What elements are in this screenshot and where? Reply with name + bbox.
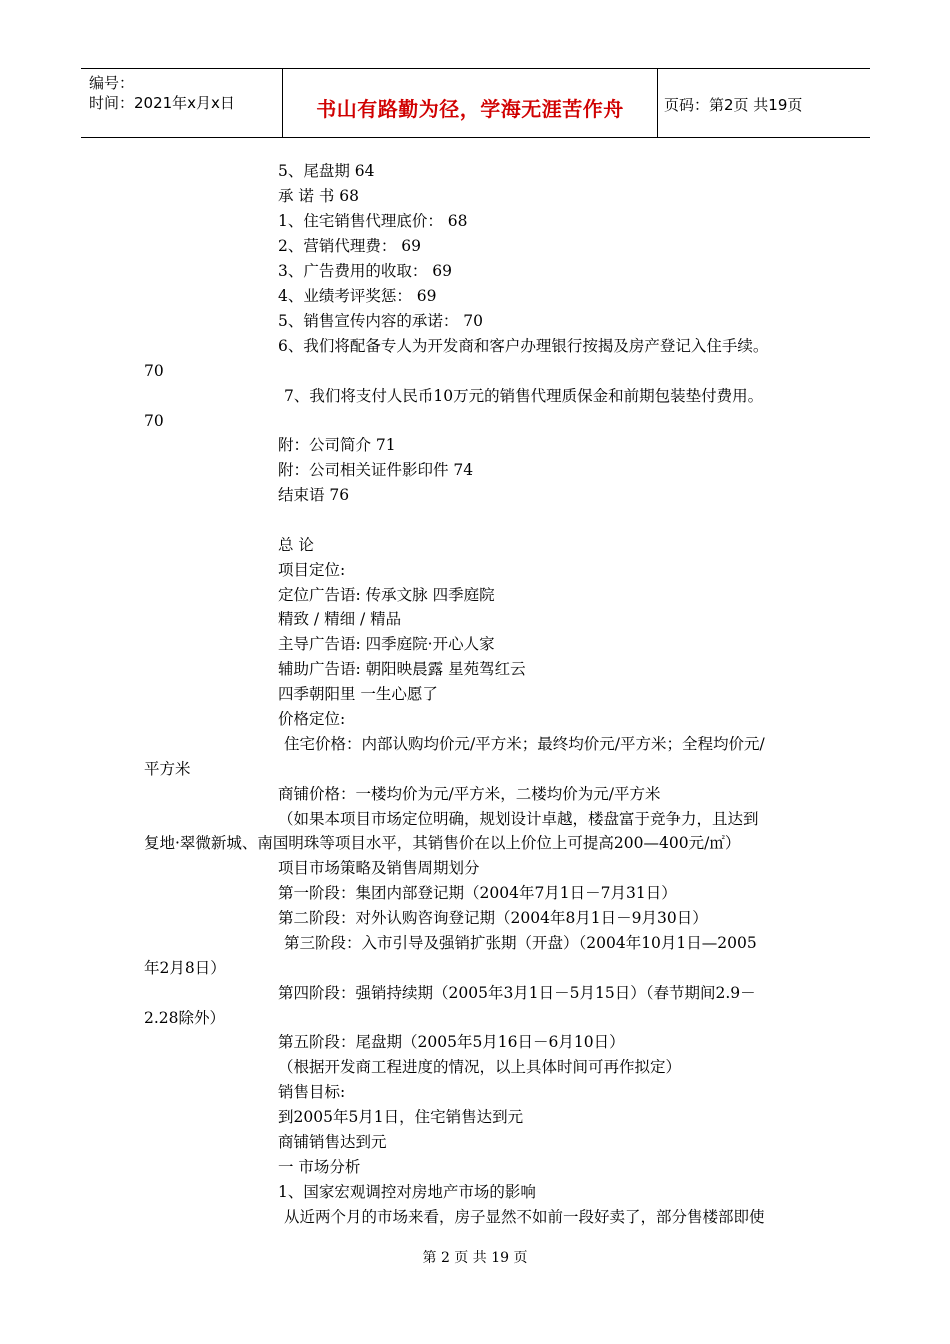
toc-line: 70 — [144, 362, 164, 380]
body-line: 商铺销售达到元 — [278, 1133, 387, 1151]
body-line: 1、国家宏观调控对房地产市场的影响 — [278, 1183, 536, 1201]
header-motto: 书山有路勤为径，学海无涯苦作舟 — [316, 97, 624, 121]
body-line: 平方米 — [144, 760, 191, 778]
toc-line: 4、业绩考评奖惩： 69 — [278, 287, 437, 305]
body-line: 四季朝阳里 一生心愿了 — [278, 685, 438, 703]
toc-line: 5、销售宣传内容的承诺： 70 — [278, 312, 484, 330]
body-line: 主导广告语: 四季庭院·开心人家 — [278, 635, 495, 653]
body-line: 年2月8日） — [144, 959, 226, 977]
toc-line: 承 诺 书 68 — [278, 187, 360, 205]
toc-line: 7、我们将支付人民币10万元的销售代理质保金和前期包装垫付费用。 — [284, 387, 764, 405]
body-line: 定位广告语: 传承文脉 四季庭院 — [278, 586, 495, 604]
document-date-label: 时间：2021年x月x日 — [89, 94, 235, 112]
section-heading: 一 市场分析 — [278, 1158, 361, 1176]
toc-line: 3、广告费用的收取： 69 — [278, 262, 453, 280]
body-line: 商铺价格：一楼均价为元/平方米，二楼均价为元/平方米 — [278, 785, 661, 803]
body-line: 从近两个月的市场来看，房子显然不如前一段好卖了，部分售楼部即使 — [284, 1208, 765, 1226]
document-number-label: 编号： — [89, 74, 135, 92]
body-line: 第二阶段：对外认购咨询登记期（2004年8月1日－9月30日） — [278, 909, 708, 927]
toc-line: 附：公司简介 71 — [278, 436, 396, 454]
toc-line: 6、我们将配备专人为开发商和客户办理银行按揭及房产登记入住手续。 — [278, 337, 769, 355]
header-page-info: 页码：第2页 共19页 — [664, 96, 803, 114]
body-line: （根据开发商工程进度的情况，以上具体时间可再作拟定） — [278, 1058, 682, 1076]
toc-line: 结束语 76 — [278, 486, 350, 504]
body-line: 价格定位: — [278, 710, 346, 728]
body-line: 第四阶段：强销持续期（2005年3月1日－5月15日）（春节期间2.9－ — [278, 984, 756, 1002]
header-meta-cell — [81, 69, 281, 137]
body-line: （如果本项目市场定位明确，规划设计卓越，楼盘富于竞争力，且达到 — [278, 810, 759, 828]
page-header — [81, 68, 870, 138]
body-line: 精致 / 精细 / 精品 — [278, 610, 402, 628]
body-line: 2.28除外） — [144, 1009, 226, 1027]
toc-line: 70 — [144, 412, 164, 430]
section-heading: 总 论 — [278, 536, 314, 554]
header-page-cell — [657, 69, 870, 137]
toc-line: 2、营销代理费： 69 — [278, 237, 422, 255]
body-line: 到2005年5月1日，住宅销售达到元 — [278, 1108, 524, 1126]
body-line: 项目定位: — [278, 561, 346, 579]
header-motto-cell — [282, 69, 658, 137]
body-line: 复地·翠微新城、南国明珠等项目水平，其销售价在以上价位上可提高200—400元/㎡） — [144, 834, 741, 852]
body-line: 第五阶段：尾盘期（2005年5月16日－6月10日） — [278, 1033, 625, 1051]
body-line: 住宅价格：内部认购均价元/平方米；最终均价元/平方米；全程均价元/ — [284, 735, 765, 753]
body-line: 项目市场策略及销售周期划分 — [278, 859, 480, 877]
body-line: 辅助广告语: 朝阳映晨露 星苑驾红云 — [278, 660, 526, 678]
body-line: 销售目标: — [278, 1083, 346, 1101]
page-footer: 第 2 页 共 19 页 — [422, 1250, 528, 1266]
body-line: 第一阶段：集团内部登记期（2004年7月1日－7月31日） — [278, 884, 677, 902]
toc-line: 1、住宅销售代理底价： 68 — [278, 212, 468, 230]
toc-line: 附：公司相关证件影印件 74 — [278, 461, 474, 479]
body-line: 第三阶段：入市引导及强销扩张期（开盘）（2004年10月1日—2005 — [284, 934, 757, 952]
toc-line: 5、尾盘期 64 — [278, 162, 375, 180]
